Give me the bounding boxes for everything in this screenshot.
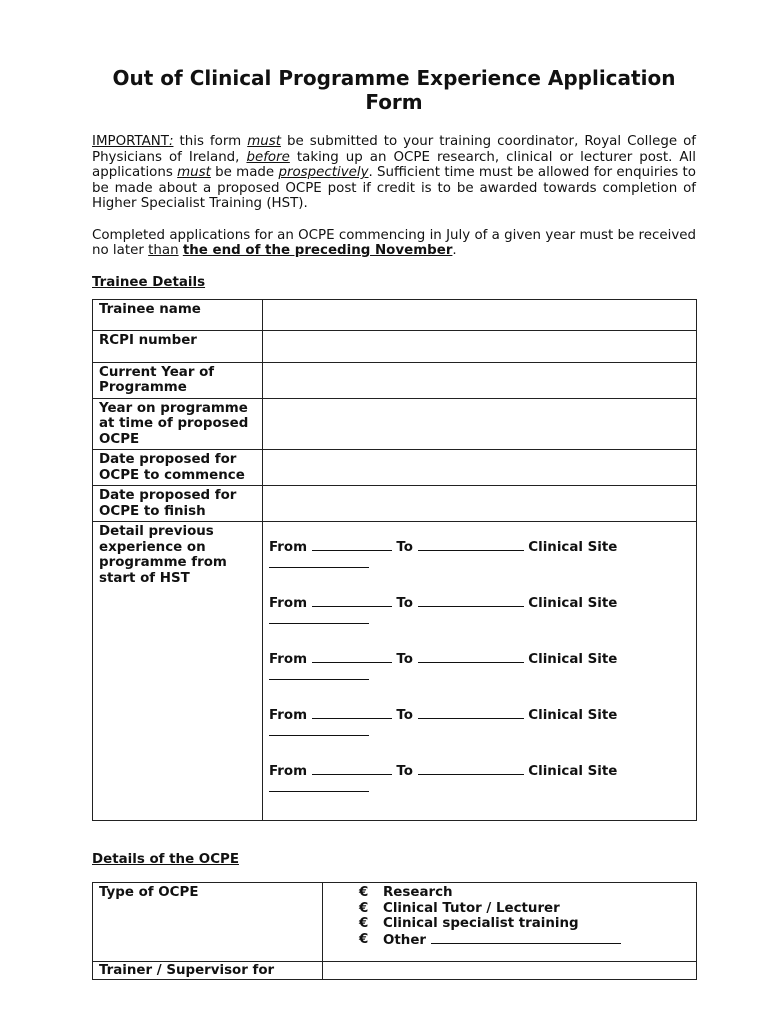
- from-label: From: [269, 764, 308, 779]
- option-clinical-specialist[interactable]: € Clinical specialist training: [359, 916, 579, 931]
- rcpi-number-label: RCPI number: [93, 330, 263, 362]
- euro-bullet-icon: €: [359, 931, 369, 947]
- clinical-site-label: Clinical Site: [528, 652, 618, 667]
- table-row: [93, 962, 697, 980]
- emphasis-prospectively: prospectively: [278, 165, 369, 180]
- type-of-ocpe-field: [323, 883, 697, 962]
- trainee-details-table: [92, 299, 697, 822]
- clinical-site-blank[interactable]: [269, 780, 369, 792]
- date-commence-label: Date proposed for OCPE to commence: [93, 450, 263, 486]
- table-row: [93, 450, 697, 486]
- clinical-site-blank[interactable]: [269, 668, 369, 680]
- experience-entry: [269, 707, 690, 740]
- clinical-site-label: Clinical Site: [528, 708, 618, 723]
- clinical-site-label: Clinical Site: [528, 764, 618, 779]
- from-blank[interactable]: [312, 707, 392, 719]
- other-blank[interactable]: [431, 932, 621, 944]
- rcpi-number-field[interactable]: [263, 330, 697, 362]
- trainee-name-field[interactable]: [263, 299, 697, 330]
- experience-entry: [269, 595, 690, 628]
- date-finish-field[interactable]: [263, 486, 697, 522]
- emphasis-before: before: [246, 149, 290, 165]
- date-finish-label: Date proposed for OCPE to finish: [93, 486, 263, 522]
- form-title: Out of Clinical Programme Experience Application Form: [112, 66, 676, 114]
- clinical-site-label: Clinical Site: [528, 596, 618, 611]
- year-on-programme-label: Year on programme at time of proposed OCPE: [93, 398, 263, 450]
- from-blank[interactable]: [312, 595, 392, 607]
- euro-bullet-icon: €: [359, 916, 369, 931]
- form-page: [92, 66, 696, 980]
- table-row: [93, 398, 697, 450]
- experience-entry: [269, 539, 690, 572]
- current-year-field[interactable]: [263, 362, 697, 398]
- clinical-site-blank[interactable]: [269, 612, 369, 624]
- option-clinical-tutor[interactable]: € Clinical Tutor / Lecturer: [359, 900, 560, 916]
- ocpe-details-table: [92, 882, 697, 980]
- to-blank[interactable]: [418, 651, 524, 663]
- year-on-programme-field[interactable]: [263, 398, 697, 450]
- type-of-ocpe-label: Type of OCPE: [93, 883, 323, 962]
- table-row: [93, 522, 697, 821]
- trainee-details-heading: Trainee Details: [92, 274, 206, 290]
- date-commence-field[interactable]: [263, 450, 697, 486]
- to-blank[interactable]: [418, 763, 524, 775]
- to-blank[interactable]: [418, 595, 524, 607]
- clinical-site-blank[interactable]: [269, 724, 369, 736]
- from-label: From: [269, 540, 308, 555]
- experience-entry: [269, 651, 690, 684]
- from-blank[interactable]: [312, 651, 392, 663]
- previous-experience-field[interactable]: [263, 522, 697, 821]
- from-label: From: [269, 652, 308, 667]
- deadline-date: the end of the preceding November: [182, 243, 453, 258]
- table-row: [93, 330, 697, 362]
- to-label: To: [396, 764, 413, 779]
- table-row: [93, 486, 697, 522]
- to-label: To: [396, 652, 413, 667]
- emphasis-must: must: [177, 165, 211, 180]
- deadline-paragraph: Completed applications for an OCPE commencing in July of a given year must be received no later than the end of the preceding November.: [92, 227, 696, 258]
- trainer-supervisor-field[interactable]: [323, 962, 697, 980]
- to-label: To: [396, 540, 413, 555]
- table-row: [93, 362, 697, 398]
- current-year-label: Current Year of Programme: [93, 362, 263, 398]
- trainee-name-label: Trainee name: [93, 299, 263, 330]
- euro-bullet-icon: €: [359, 885, 369, 900]
- emphasis-must: must: [247, 134, 281, 149]
- from-label: From: [269, 596, 308, 611]
- to-label: To: [396, 708, 413, 723]
- table-row: [93, 883, 697, 962]
- to-blank[interactable]: [418, 539, 524, 551]
- from-blank[interactable]: [312, 539, 392, 551]
- important-label: IMPORTANT: [92, 134, 169, 149]
- to-label: To: [396, 596, 413, 611]
- trainer-supervisor-label: Trainer / Supervisor for: [93, 962, 323, 980]
- clinical-site-blank[interactable]: [269, 556, 369, 568]
- experience-entry: [269, 763, 690, 796]
- from-label: From: [269, 708, 308, 723]
- to-blank[interactable]: [418, 707, 524, 719]
- previous-experience-label: Detail previous experience on programme from start of HST: [93, 522, 263, 821]
- important-paragraph: IMPORTANT: this form must be submitted to your training coordinator, Royal College of Physicians of Ireland, before taking up an OCPE research, clinical or lecturer post. All applications must be made prospectively. Sufficient time must be allowed for enquiries to be made about a proposed OCPE post if credit is to be awarded towards completion of Higher Specialist Training (HST).: [92, 134, 697, 211]
- option-other[interactable]: € Other: [329, 932, 690, 949]
- from-blank[interactable]: [312, 763, 392, 775]
- clinical-site-label: Clinical Site: [528, 540, 618, 555]
- euro-bullet-icon: €: [359, 900, 369, 916]
- table-row: [93, 299, 697, 330]
- option-research[interactable]: € Research: [359, 885, 453, 900]
- ocpe-details-heading: Details of the OCPE: [92, 852, 239, 867]
